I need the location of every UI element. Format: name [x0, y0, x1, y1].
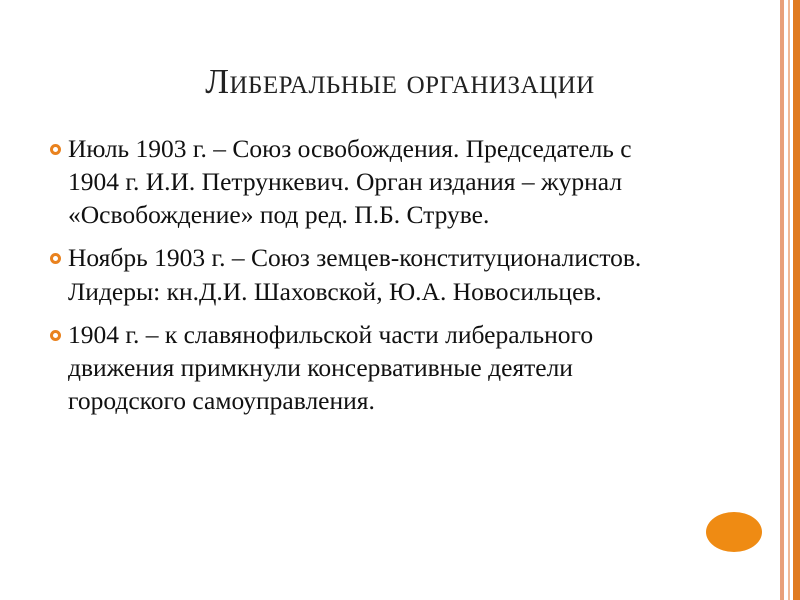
bullet-ring-icon	[42, 318, 68, 341]
page-title: Либеральные организации	[205, 62, 595, 101]
decor-stripe-orange	[793, 0, 800, 600]
list-item	[42, 241, 682, 307]
bullet-list	[42, 132, 682, 427]
decor-stripe-light	[780, 0, 784, 600]
decor-stripe-gap	[791, 0, 793, 600]
list-item-text: Июль 1903 г. – Союз освобождения. Председатель с 1904 г. И.И. Петрункевич. Орган издания – журнал «Освобождение» под ред. П.Б. Струве.	[68, 134, 632, 230]
decor-dot	[706, 512, 762, 552]
bullet-ring-icon	[42, 241, 68, 264]
list-item-text: Ноябрь 1903 г. – Союз земцев-конституционалистов. Лидеры: кн.Д.И. Шаховской, Ю.А. Новосильцев.	[68, 243, 642, 306]
decor-stripe-pale	[788, 0, 790, 600]
list-item	[42, 318, 682, 417]
bullet-ring-icon	[42, 132, 68, 155]
list-item	[42, 132, 682, 231]
list-item-text: 1904 г. – к славянофильской части либерального движения примкнули консервативные деятели городского самоуправления.	[68, 319, 594, 415]
